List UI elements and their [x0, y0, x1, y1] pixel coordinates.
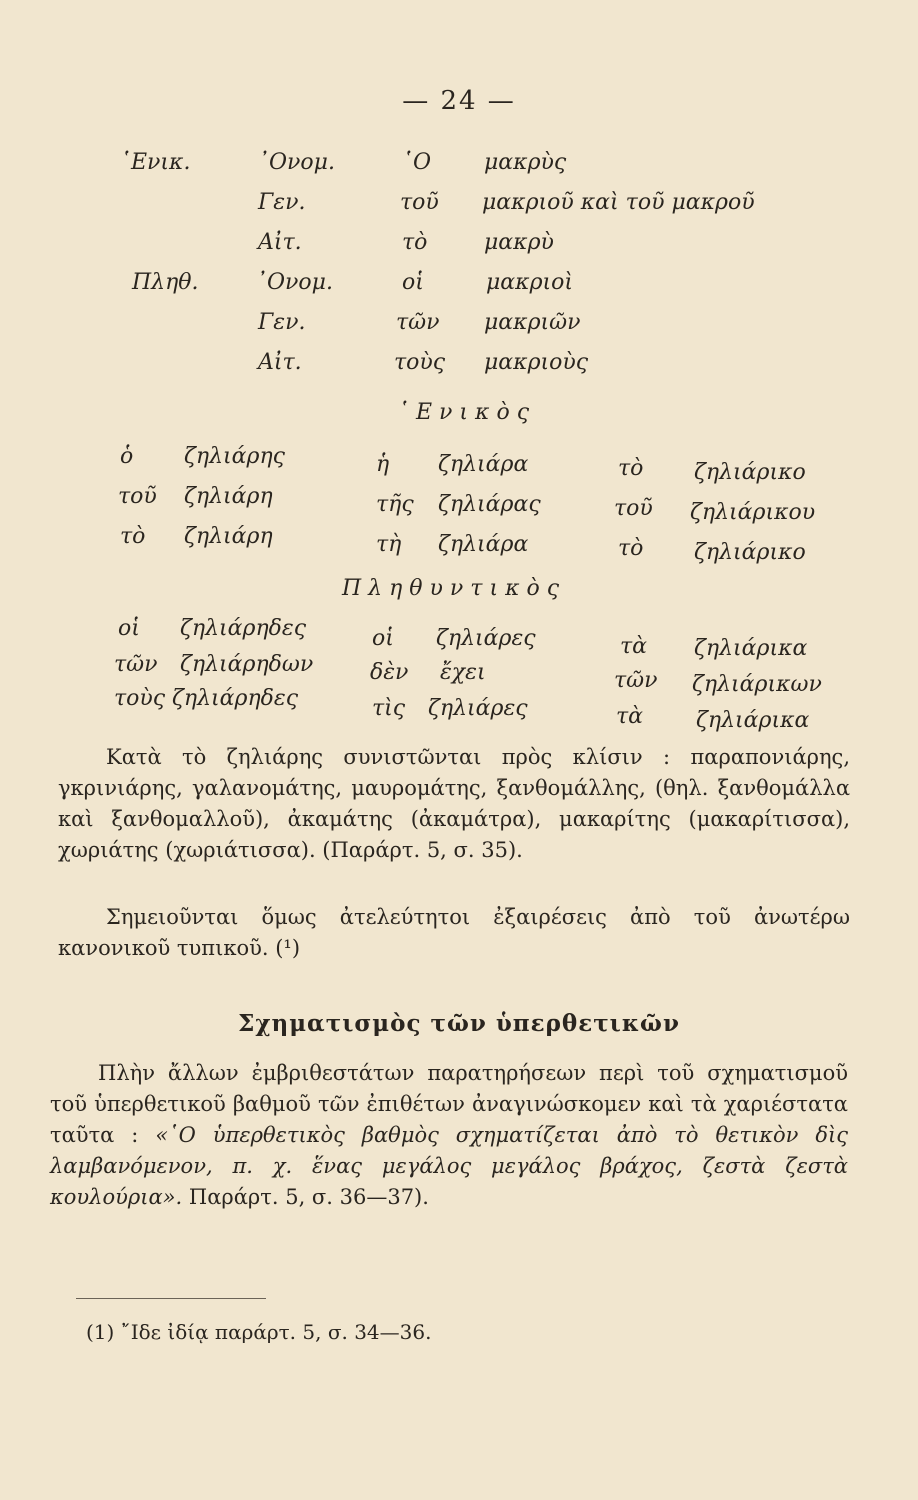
- case-label: Αἰτ.: [258, 350, 302, 375]
- paragraph-text: [50, 1058, 848, 1213]
- case-label: Γεν.: [258, 310, 306, 335]
- word-form: ζηλιάρη: [184, 484, 273, 509]
- word-form: ζηλιάρηδες: [180, 616, 307, 641]
- word-form: ζηλιάρες: [428, 696, 528, 721]
- footnote-rule: [76, 1298, 266, 1299]
- word-form: ζηλιάρα: [438, 452, 529, 477]
- paragraph-text: Σημειοῦνται ὅμως ἀτελεύτητοι ἐξαιρέσεις ἀπὸ τοῦ ἀνωτέρω κανονικοῦ τυπικοῦ. (¹): [58, 905, 850, 960]
- word-form: ἔχει: [440, 660, 486, 685]
- article: οἱ: [402, 270, 424, 295]
- article: τὸ: [402, 230, 428, 255]
- footnote: (1) ῎Ιδε ἰδίᾳ παράρτ. 5, σ. 34—36.: [86, 1320, 432, 1344]
- word-form: ζηλιάρης: [184, 444, 285, 469]
- article: οἱ: [118, 616, 140, 641]
- paragraph-inflection-list: [58, 742, 850, 866]
- number-label: Πληθ.: [132, 270, 199, 295]
- number-label: ῾Ενικ.: [120, 150, 191, 175]
- paragraph-plain-text: Πλὴν ἄλλων ἐμβριθεστάτων παρατηρήσεων περὶ τοῦ σχηματισμοῦ τοῦ ὑπερθετικοῦ βαθμοῦ τῶν ἐπιθέτων ἀναγινώσκομεν καὶ τὰ χαριέστατα ταῦτα :: [50, 1061, 848, 1147]
- article: οἱ: [372, 626, 394, 651]
- word-form: μακρὺς: [484, 150, 567, 175]
- case-label: Αἰτ.: [258, 230, 302, 255]
- paragraph-text: Κατὰ τὸ ζηλιάρης συνιστῶνται πρὸς κλίσιν : παραπονιάρης, γκρινιάρης, γαλανομάτης, μαυρομάτης, ξανθομάλλης, (θηλ. ξανθομάλλα καὶ ξανθομαλλοῦ), ἀκαμάτης (ἀκαμάτρα), μακαρίτης (μακαρίτισσα), χωριάτης (χωριάτισσα). (Παράρτ. 5, σ. 35).: [58, 745, 850, 862]
- word-form: ζηλιάρικο: [694, 540, 806, 565]
- paragraph-exceptions: [58, 902, 850, 964]
- word-form: ζηλιάρηδων: [180, 652, 314, 677]
- article: τῶν: [614, 668, 658, 693]
- article: ῾Ο: [402, 150, 432, 175]
- quoted-text: «῾Ο ὑπερθετικὸς βαθμὸς σχηματίζεται ἀπὸ τὸ θετικὸν δὶς λαμβανόμενον, π. χ. ἕνας μεγάλος μεγάλος βράχος, ζεστὰ ζεστὰ κουλούρια».: [50, 1123, 848, 1209]
- page-number: — 24 —: [402, 86, 516, 116]
- article: τοῦ: [614, 496, 653, 521]
- word-form: ζηλιάρες: [436, 626, 536, 651]
- article: τοὺς: [394, 350, 446, 375]
- word-form: ζηλιάρικα: [696, 708, 810, 733]
- article: τῆς: [376, 492, 414, 517]
- case-label: ᾿Ονομ.: [258, 150, 335, 175]
- article: τὶς: [372, 696, 406, 721]
- paragraph-superlatives: [50, 1058, 848, 1213]
- article: τὸ: [618, 456, 644, 481]
- word-form: ζηλιάρη: [184, 524, 273, 549]
- word-form: μακριοὺς: [484, 350, 589, 375]
- article: τῶν: [396, 310, 440, 335]
- article: τῶν: [114, 652, 158, 677]
- word-form: ζηλιάρικα: [694, 636, 808, 661]
- word-form: μακρὺ: [484, 230, 554, 255]
- word-form: ζηλιάρηδες: [172, 686, 299, 711]
- article: τοῦ: [118, 484, 157, 509]
- article: ἡ: [376, 452, 390, 477]
- word-form: μακριοὶ: [486, 270, 574, 295]
- article: τοῦ: [400, 190, 439, 215]
- word-form: ζηλιάρα: [438, 532, 529, 557]
- word-form: ζηλιάρικων: [692, 672, 822, 697]
- case-label: ᾿Ονομ.: [256, 270, 333, 295]
- word-form: μακριῶν: [484, 310, 581, 335]
- word-form: ζηλιάρικου: [690, 500, 816, 525]
- article: τὸ: [618, 536, 644, 561]
- article: τὰ: [620, 634, 648, 659]
- singular-heading: ῾Ενικὸς: [398, 400, 537, 425]
- article: δὲν: [370, 660, 409, 685]
- reference-text: Παράρτ. 5, σ. 36—37).: [188, 1185, 429, 1209]
- article: ὁ: [120, 444, 134, 469]
- article: τὴ: [376, 532, 402, 557]
- word-form: μακριοῦ καὶ τοῦ μακροῦ: [482, 190, 755, 215]
- plural-heading: Πληθυντικὸς: [342, 576, 567, 601]
- article: τοὺς: [114, 686, 166, 711]
- word-form: ζηλιάρικο: [694, 460, 806, 485]
- word-form: ζηλιάρας: [438, 492, 541, 517]
- section-title: Σχηματισμὸς τῶν ὑπερθετικῶν: [238, 1010, 680, 1037]
- article: τὸ: [120, 524, 146, 549]
- case-label: Γεν.: [258, 190, 306, 215]
- article: τὰ: [616, 704, 644, 729]
